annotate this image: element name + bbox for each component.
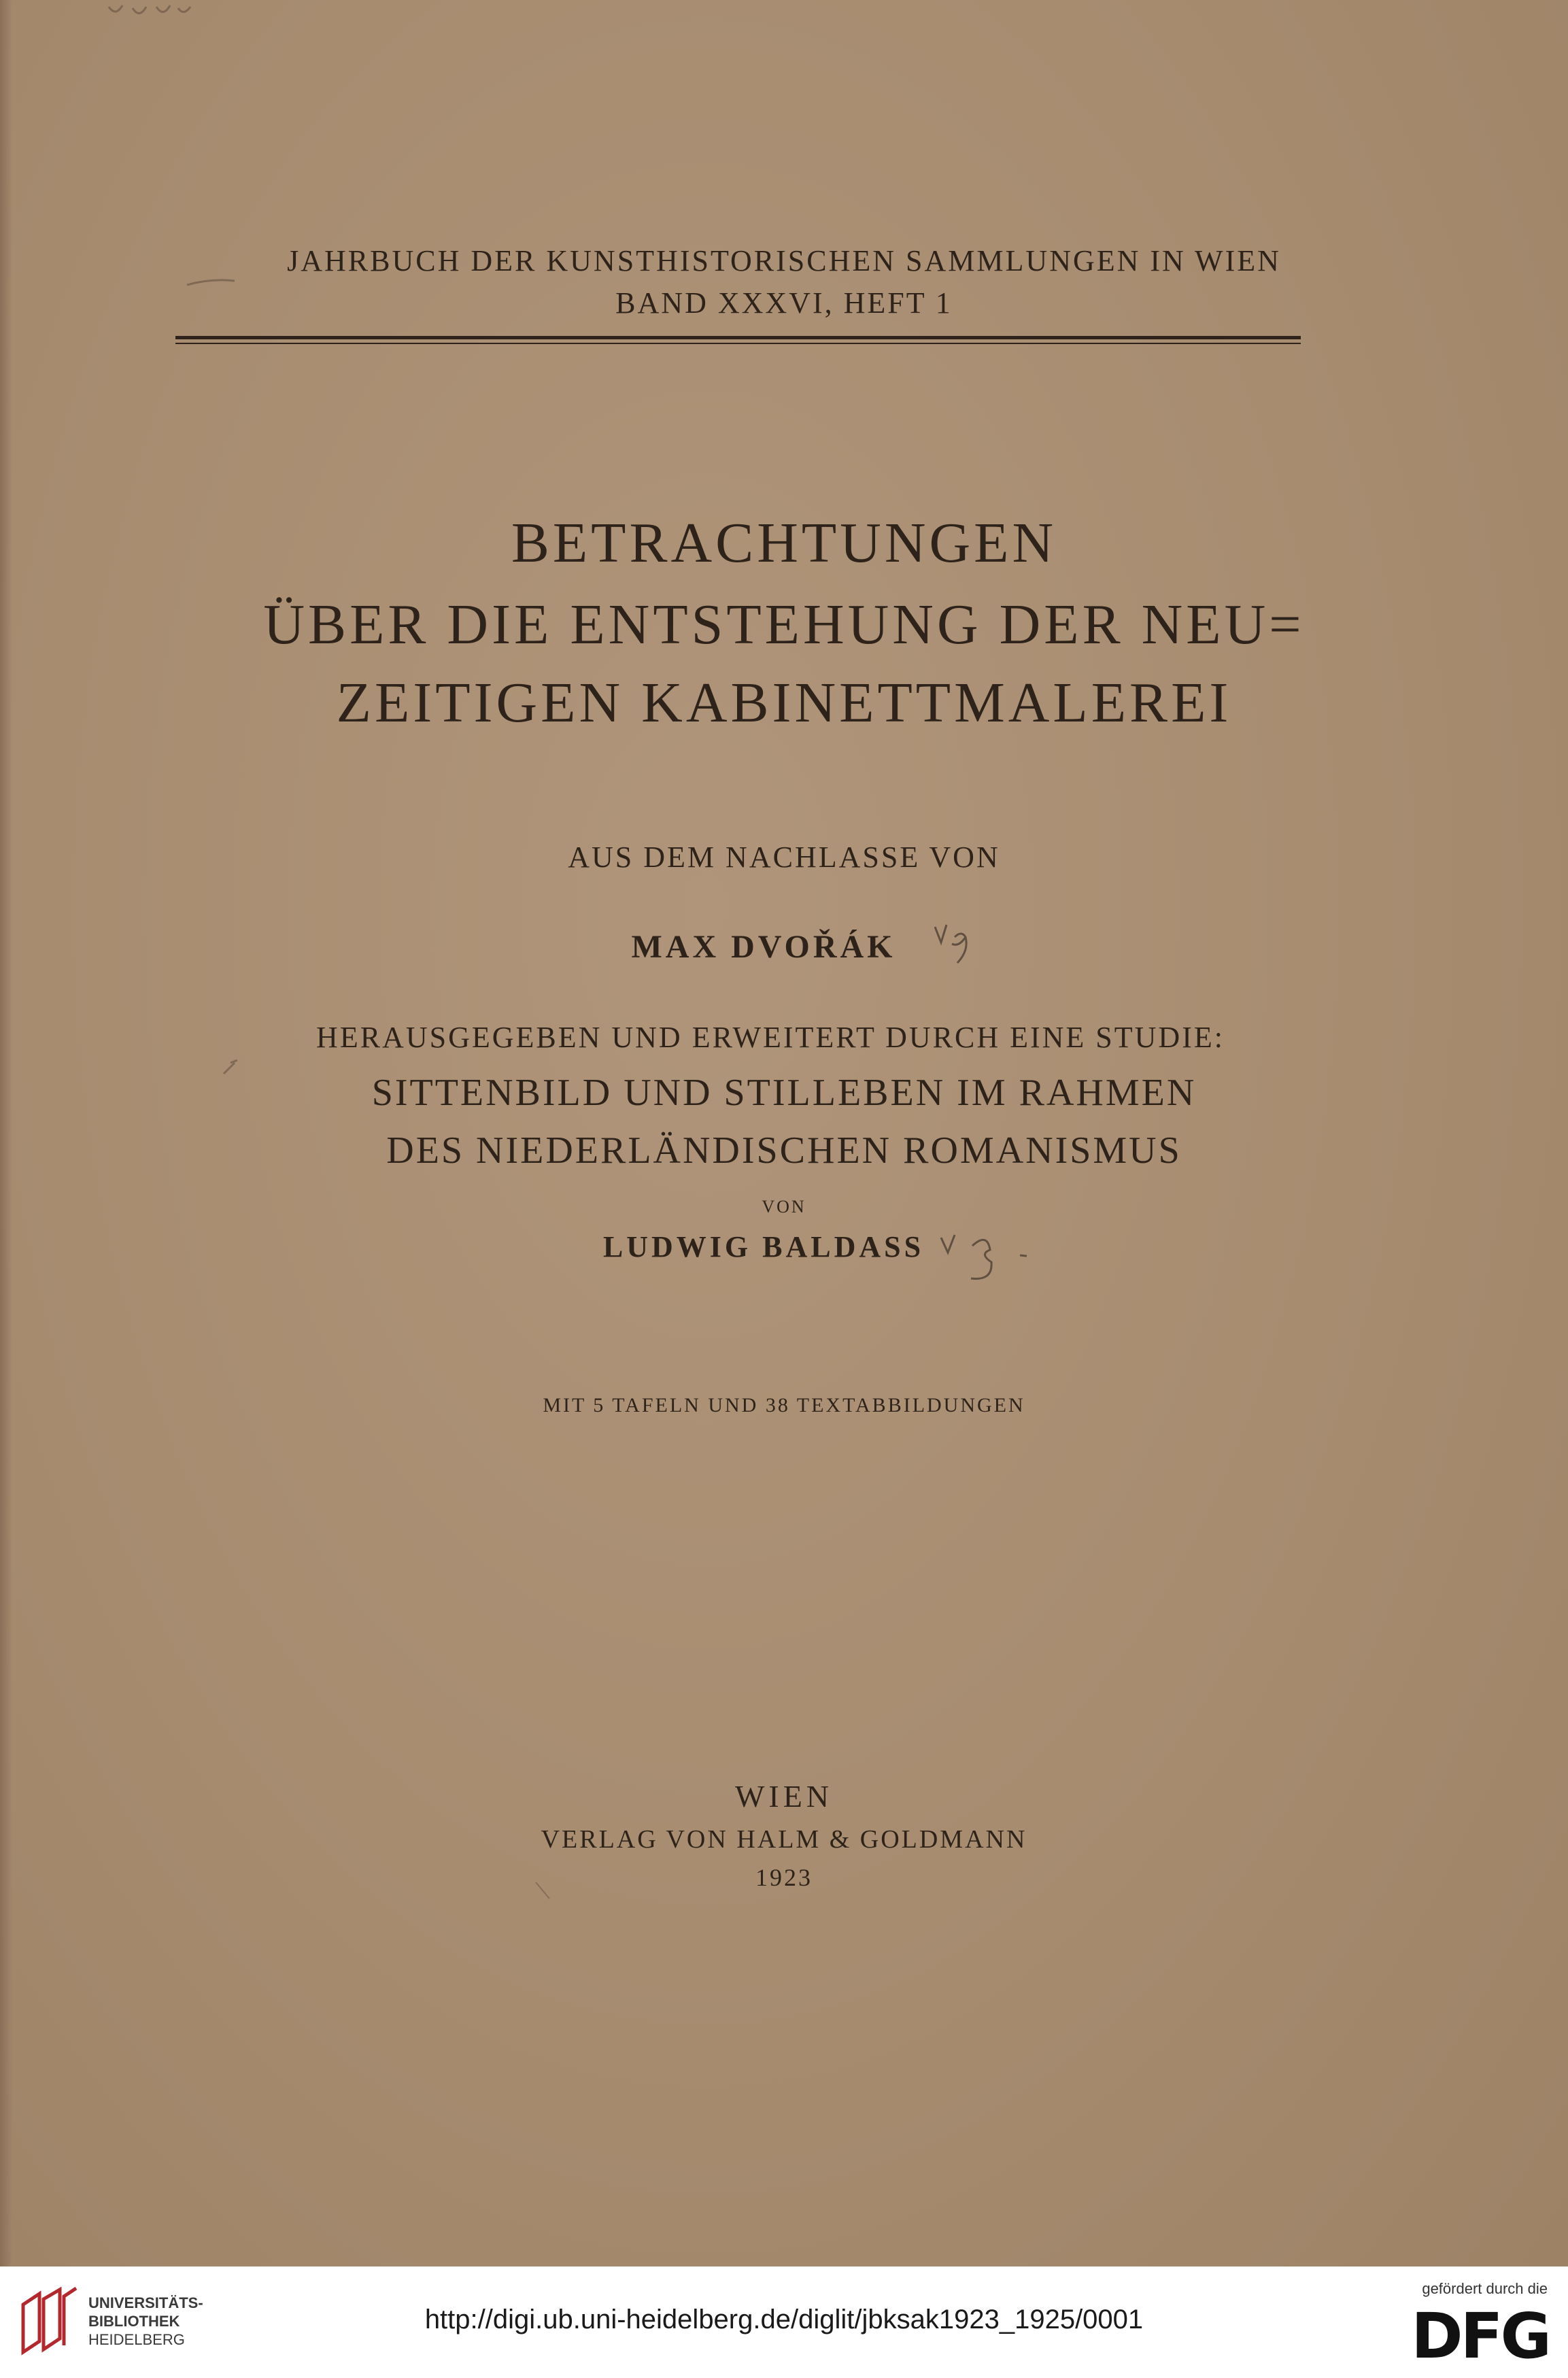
- illustrations-note: MIT 5 TAFELN UND 38 TEXTABBILDUNGEN: [543, 1394, 1025, 1416]
- header-rule-thick: [175, 336, 1301, 339]
- publisher: VERLAG VON HALM & GOLDMANN: [541, 1825, 1027, 1854]
- main-title-line-2: ÜBER DIE ENTSTEHUNG DER NEU=: [263, 593, 1305, 656]
- editor-note: HERAUSGEGEBEN UND ERWEITERT DURCH EINE STUDIE:: [316, 1021, 1225, 1054]
- permalink-url[interactable]: http://digi.ub.uni-heidelberg.de/diglit/jbksak1923_1925/0001: [424, 2305, 1144, 2334]
- by-label: VON: [762, 1197, 806, 1217]
- study-title-line-1: SITTENBILD UND STILLEBEN IM RAHMEN: [371, 1072, 1197, 1114]
- journal-title: JAHRBUCH DER KUNSTHISTORISCHEN SAMMLUNGEN IN WIEN: [287, 244, 1281, 277]
- pencil-mark-baldass: [938, 1217, 1047, 1292]
- main-title-line-3: ZEITIGEN KABINETTMALEREI: [336, 671, 1232, 734]
- digitization-footer: [0, 2266, 1568, 2378]
- pencil-mark-lower: [530, 1877, 558, 1904]
- library-name-line-3: HEIDELBERG: [88, 2331, 185, 2348]
- pencil-mark-header: [184, 275, 238, 289]
- author-dvorak: MAX DVOŘÁK: [631, 929, 896, 965]
- volume-info: BAND XXXVI, HEFT 1: [615, 286, 953, 320]
- header-rule-thin: [175, 343, 1301, 344]
- pencil-mark-top: [102, 0, 197, 27]
- publication-year: 1923: [755, 1864, 813, 1891]
- pencil-mark-editor: [221, 1057, 248, 1078]
- pencil-mark-dvorak: [932, 917, 986, 971]
- estate-note: AUS DEM NACHLASSE VON: [568, 840, 1000, 874]
- library-name-line-2: BIBLIOTHEK: [88, 2313, 180, 2330]
- author-baldass: LUDWIG BALDASS: [602, 1230, 925, 1263]
- study-title-line-2: DES NIEDERLÄNDISCHEN ROMANISMUS: [386, 1129, 1182, 1172]
- main-title-line-1: BETRACHTUNGEN: [511, 511, 1057, 575]
- dfg-logo-icon: DFG: [1411, 2300, 1549, 2373]
- funded-by-label: gefördert durch die: [1422, 2280, 1548, 2297]
- publication-place: WIEN: [734, 1779, 834, 1814]
- library-name-line-1: UNIVERSITÄTS-: [88, 2294, 203, 2311]
